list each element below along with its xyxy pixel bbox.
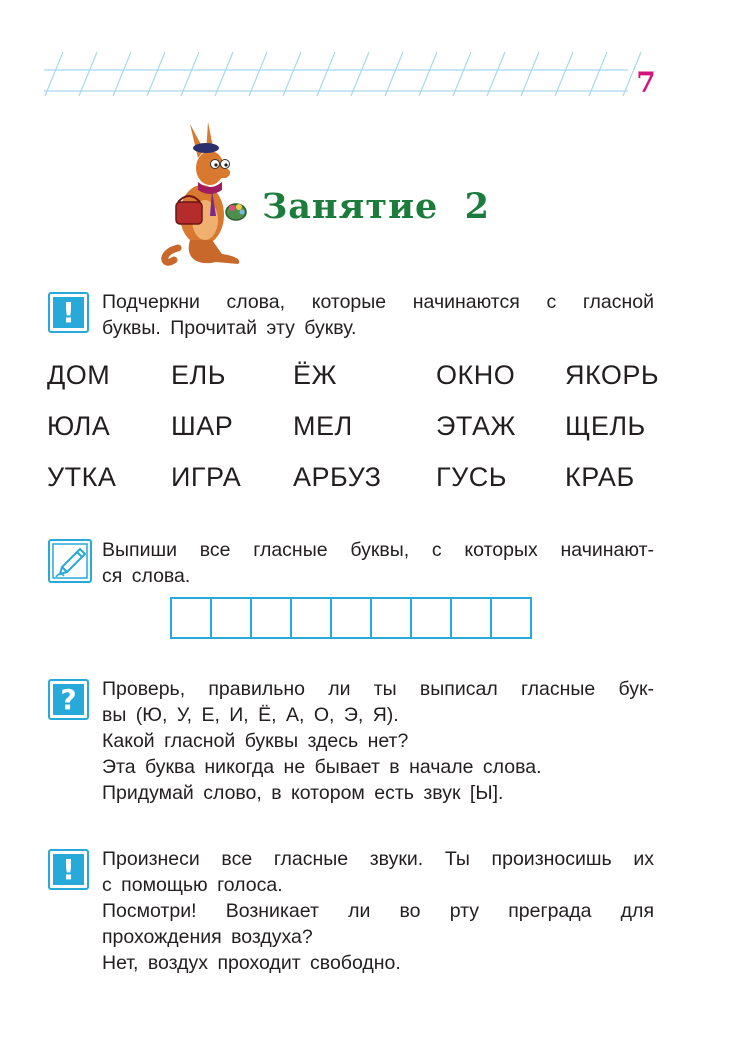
header-slant-line: [45, 52, 63, 96]
header-slant-line: [521, 52, 539, 96]
task3-text: [102, 676, 654, 806]
task4-line: Нет, воздух проходит свободно.: [102, 952, 401, 974]
word-cell: ЁЖ: [293, 360, 337, 390]
header-slant-line: [215, 52, 233, 96]
lesson-title: Занятие 2: [262, 186, 491, 227]
header-slant-line: [351, 52, 369, 96]
task2-line: ся слова.: [102, 565, 191, 587]
task4-line: Произнеси все гласные звуки. Ты произносишь их: [102, 848, 654, 870]
header-slant-line: [419, 52, 437, 96]
task4-line: Посмотри! Возникает ли во рту преграда для: [102, 900, 654, 922]
task1-text: [102, 289, 654, 341]
word-cell: ДОМ: [47, 360, 111, 390]
task3-line: Эта буква никогда не бывает в начале слова.: [102, 756, 542, 778]
answer-cell[interactable]: [450, 597, 492, 639]
pencil-icon: [48, 539, 92, 583]
answer-cell[interactable]: [330, 597, 372, 639]
task2-text: [102, 537, 654, 589]
task1-line: Подчеркни слова, которые начинаются с гласной: [102, 291, 654, 313]
header-slant-line: [181, 52, 199, 96]
header-slant-line: [79, 52, 97, 96]
word-cell: ЭТАЖ: [436, 411, 516, 441]
header-slant-line: [589, 52, 607, 96]
header-slant-line: [385, 52, 403, 96]
header-slant-line: [555, 52, 573, 96]
word-cell: ИГРА: [171, 462, 242, 492]
header-slant-line: [249, 52, 267, 96]
answer-cell[interactable]: [250, 597, 292, 639]
pencil-icon-glyph: [50, 541, 90, 581]
header-slant-line: [113, 52, 131, 96]
header-slant-line: [453, 52, 471, 96]
word-cell: ЮЛА: [47, 411, 111, 441]
task2-line: Выпиши все гласные буквы, с которых начинают-: [102, 539, 654, 561]
page-number: 7: [636, 66, 656, 99]
answer-cell[interactable]: [210, 597, 252, 639]
question-icon: [48, 679, 89, 720]
task3-line: Какой гласной буквы здесь нет?: [102, 730, 409, 752]
task4-line: с помощью голоса.: [102, 874, 283, 896]
answer-cell[interactable]: [170, 597, 212, 639]
word-cell: УТКА: [47, 462, 117, 492]
question-icon-glyph: ?: [53, 684, 84, 715]
word-cell: МЕЛ: [293, 411, 353, 441]
word-cell: ЕЛЬ: [171, 360, 226, 390]
kangaroo-illustration: [160, 120, 255, 270]
header-slant-line: [487, 52, 505, 96]
word-cell: ЩЕЛЬ: [565, 411, 646, 441]
answer-cell[interactable]: [370, 597, 412, 639]
word-cell: ОКНО: [436, 360, 516, 390]
exclamation-icon: [48, 292, 89, 333]
task4-line: прохождения воздуха?: [102, 926, 313, 948]
word-cell: АРБУЗ: [293, 462, 382, 492]
header-slant-line: [317, 52, 335, 96]
answer-cells: [170, 597, 530, 639]
answer-cell[interactable]: [290, 597, 332, 639]
answer-cell[interactable]: [410, 597, 452, 639]
exclamation-icon-glyph: !: [53, 297, 84, 328]
word-cell: ШАР: [171, 411, 234, 441]
word-cell: ГУСЬ: [436, 462, 507, 492]
header-slant-line: [147, 52, 165, 96]
task1-line: буквы. Прочитай эту букву.: [102, 317, 357, 339]
word-cell: КРАБ: [565, 462, 635, 492]
task3-line: вы (Ю, У, Е, И, Ё, А, О, Э, Я).: [102, 704, 399, 726]
word-cell: ЯКОРЬ: [565, 360, 660, 390]
task4-text: [102, 846, 654, 976]
task3-line: Придумай слово, в котором есть звук [Ы].: [102, 782, 504, 804]
exclamation-icon-glyph: !: [53, 854, 84, 885]
answer-cell[interactable]: [490, 597, 532, 639]
task3-line: Проверь, правильно ли ты выписал гласные бук-: [102, 678, 654, 700]
header-slant-line: [283, 52, 301, 96]
exclamation-icon: [48, 849, 89, 890]
